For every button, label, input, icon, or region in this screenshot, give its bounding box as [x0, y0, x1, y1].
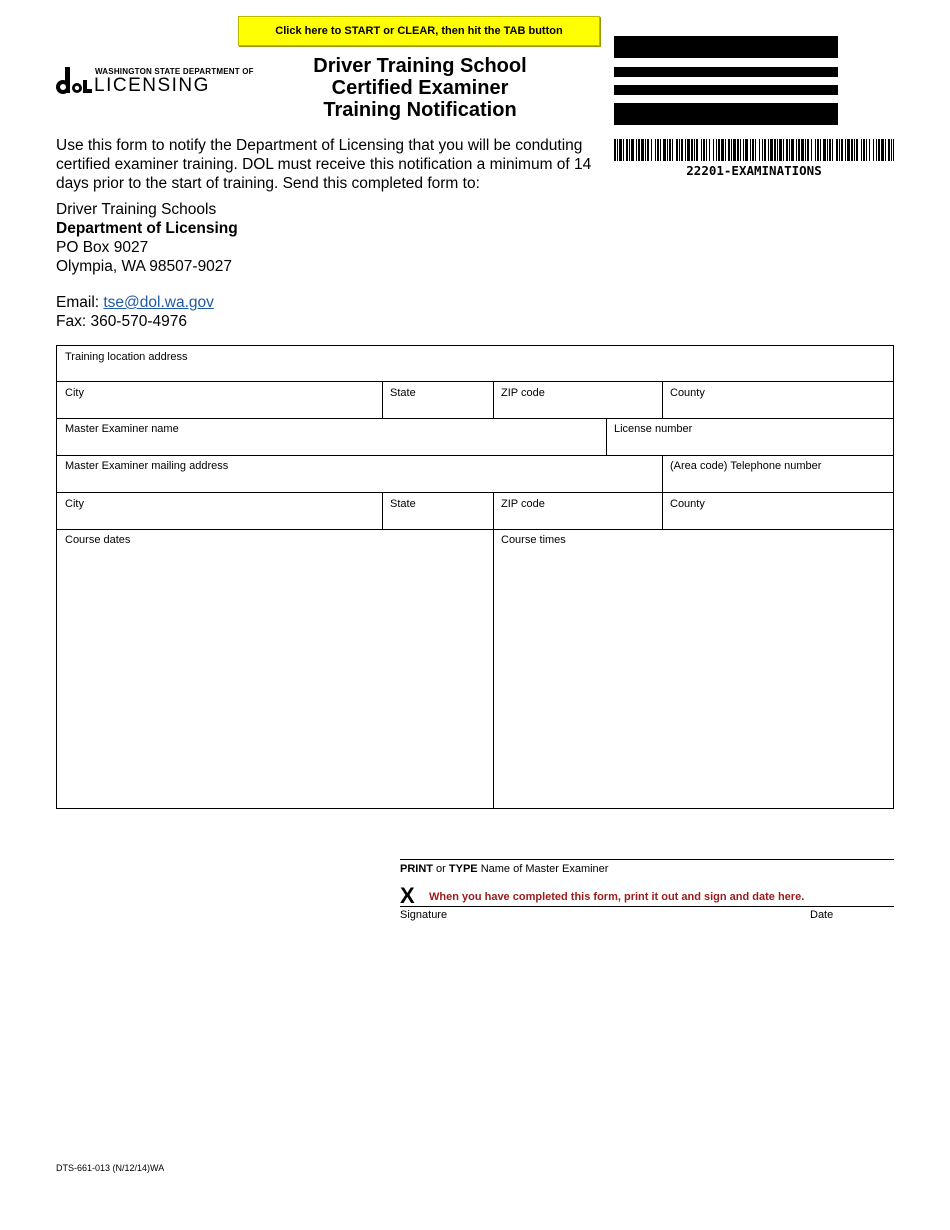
license-number-field[interactable]	[606, 418, 893, 455]
barcode-stripe	[891, 139, 892, 161]
barcode-stripe	[832, 139, 833, 161]
field-label: State	[390, 387, 416, 399]
barcode-stripe	[663, 139, 666, 161]
field-label: ZIP code	[501, 498, 545, 510]
logo-agency-line: WASHINGTON STATE DEPARTMENT OF	[95, 67, 254, 76]
barcode-stripe	[854, 139, 855, 161]
email-label: Email:	[56, 294, 104, 311]
barcode-stripe	[617, 139, 618, 161]
barcode-stripe	[805, 139, 806, 161]
field-label: County	[670, 498, 705, 510]
mailing-address-block	[56, 200, 238, 276]
redaction-bar	[614, 103, 838, 125]
barcode-stripe	[694, 139, 695, 161]
barcode-stripe	[725, 139, 726, 161]
barcode-stripe	[660, 139, 661, 161]
title-line-3: Training Notification	[323, 99, 517, 121]
print-name-line[interactable]	[400, 859, 894, 860]
barcode-stripe	[881, 139, 884, 161]
barcode-stripe	[777, 139, 778, 161]
date-label: Date	[810, 909, 834, 921]
barcode-stripe	[713, 139, 714, 161]
field-label: Training location address	[65, 351, 188, 363]
barcode-stripe	[733, 139, 736, 161]
logo-agency-name: LICENSING	[94, 75, 210, 96]
barcode-stripe	[636, 139, 637, 161]
barcode-stripe	[829, 139, 831, 161]
barcode-stripe	[703, 139, 705, 161]
barcode-stripe	[706, 139, 707, 161]
barcode-stripe	[669, 139, 671, 161]
dol-emblem-icon	[55, 63, 93, 97]
course-dates-field[interactable]	[57, 529, 493, 808]
email-link[interactable]: tse@dol.wa.gov	[103, 294, 214, 311]
contact-block	[56, 293, 214, 331]
signature-label: Signature	[400, 909, 448, 921]
field-label: City	[65, 387, 84, 399]
address-line: Driver Training Schools	[56, 201, 217, 218]
address-line: Department of Licensing	[56, 220, 238, 237]
barcode-stripe	[647, 139, 649, 161]
barcode-stripe	[851, 139, 853, 161]
title-line-1: Driver Training School	[313, 55, 527, 77]
signature-line[interactable]	[400, 906, 894, 907]
barcode-stripe	[845, 139, 846, 161]
barcode-stripe	[623, 139, 624, 161]
barcode-stripe	[619, 139, 622, 161]
barcode-stripe	[755, 139, 756, 161]
barcode-stripe	[817, 139, 819, 161]
barcode-stripe	[764, 139, 766, 161]
examiner-county-field[interactable]	[662, 492, 893, 529]
title-line-2: Certified Examiner	[331, 77, 509, 99]
barcode-stripe	[866, 139, 867, 161]
barcode	[614, 139, 894, 161]
address-line: Olympia, WA 98507-9027	[56, 258, 233, 275]
barcode-stripe	[823, 139, 826, 161]
redaction-bar	[614, 85, 838, 95]
barcode-stripe	[737, 139, 739, 161]
field-label: ZIP code	[501, 387, 545, 399]
training-state-field[interactable]	[382, 381, 493, 418]
x-mark-icon: X	[400, 883, 415, 908]
barcode-stripe	[728, 139, 730, 161]
barcode-stripe	[750, 139, 751, 161]
barcode-stripe	[801, 139, 804, 161]
form-number: DTS-661-013 (N/12/14)WA	[56, 1163, 165, 1173]
barcode-stripe	[815, 139, 816, 161]
barcode-stripe	[770, 139, 773, 161]
barcode-stripe	[709, 139, 710, 161]
field-label: County	[670, 387, 705, 399]
barcode-stripe	[893, 139, 894, 161]
telephone-field[interactable]	[662, 455, 893, 492]
barcode-stripe	[856, 139, 858, 161]
barcode-stripe	[839, 139, 840, 161]
barcode-stripe	[789, 139, 790, 161]
barcode-stripe	[752, 139, 754, 161]
mailing-address-field[interactable]	[57, 455, 662, 492]
training-form	[56, 345, 894, 809]
sign-instruction: When you have completed this form, print it out and sign and date here.	[429, 891, 805, 903]
barcode-stripe	[685, 139, 686, 161]
examiner-city-field[interactable]	[57, 492, 382, 529]
barcode-stripe	[774, 139, 776, 161]
barcode-stripe	[841, 139, 843, 161]
barcode-stripe	[820, 139, 821, 161]
barcode-stripe	[718, 139, 720, 161]
barcode-stripe	[701, 139, 702, 161]
field-label: Master Examiner mailing address	[65, 460, 229, 472]
barcode-stripe	[655, 139, 656, 161]
barcode-text: 22201-EXAMINATIONS	[686, 163, 822, 178]
barcode-stripe	[731, 139, 732, 161]
barcode-stripe	[681, 139, 683, 161]
barcode-stripe	[759, 139, 760, 161]
master-examiner-name-field[interactable]	[57, 418, 606, 455]
training-county-field[interactable]	[662, 381, 893, 418]
barcode-stripe	[676, 139, 678, 161]
course-times-field[interactable]	[493, 529, 893, 808]
barcode-stripe	[811, 139, 812, 161]
barcode-stripe	[863, 139, 865, 161]
barcode-stripe	[762, 139, 763, 161]
barcode-stripe	[626, 139, 628, 161]
barcode-stripe	[691, 139, 693, 161]
barcode-stripe	[745, 139, 748, 161]
barcode-stripe	[798, 139, 800, 161]
field-label: Master Examiner name	[65, 423, 179, 435]
barcode-stripe	[614, 139, 616, 161]
barcode-stripe	[836, 139, 838, 161]
barcode-stripe	[873, 139, 874, 161]
barcode-stripe	[638, 139, 640, 161]
training-city-field[interactable]	[57, 381, 382, 418]
field-label: Course times	[501, 534, 566, 546]
barcode-stripe	[791, 139, 794, 161]
barcode-stripe	[783, 139, 784, 161]
barcode-stripe	[651, 139, 652, 161]
barcode-stripe	[847, 139, 850, 161]
barcode-stripe	[885, 139, 886, 161]
barcode-stripe	[657, 139, 659, 161]
barcode-stripe	[827, 139, 828, 161]
barcode-stripe	[696, 139, 698, 161]
barcode-stripe	[796, 139, 797, 161]
barcode-stripe	[876, 139, 877, 161]
barcode-stripe	[679, 139, 680, 161]
barcode-stripe	[716, 139, 717, 161]
barcode-stripe	[768, 139, 769, 161]
field-label: Course dates	[65, 534, 131, 546]
training-location-field[interactable]	[57, 346, 893, 381]
barcode-stripe	[878, 139, 880, 161]
page-title	[270, 55, 570, 121]
barcode-stripe	[672, 139, 673, 161]
barcode-stripe	[641, 139, 644, 161]
start-clear-button[interactable]: Click here to START or CLEAR, then hit the TAB button	[238, 16, 600, 46]
dol-logo	[55, 60, 254, 100]
barcode-stripe	[667, 139, 668, 161]
field-label: State	[390, 498, 416, 510]
barcode-stripe	[869, 139, 870, 161]
barcode-stripe	[687, 139, 690, 161]
barcode-stripe	[786, 139, 788, 161]
training-zip-field[interactable]	[493, 381, 662, 418]
intro-text: Use this form to notify the Department of Licensing that you will be conduting certified examiner training. DOL must receive this notification a minimum of 14 days prior to the start of training. Send this completed form to:	[56, 137, 592, 192]
barcode-stripe	[743, 139, 744, 161]
barcode-stripe	[631, 139, 634, 161]
field-label: (Area code) Telephone number	[670, 460, 822, 472]
barcode-stripe	[645, 139, 646, 161]
redaction-bar	[614, 36, 838, 58]
barcode-stripe	[721, 139, 724, 161]
fax-number: Fax: 360-570-4976	[56, 313, 187, 330]
examiner-state-field[interactable]	[382, 492, 493, 529]
barcode-stripe	[629, 139, 630, 161]
field-label: License number	[614, 423, 693, 435]
barcode-stripe	[740, 139, 741, 161]
print-name-label: PRINT or TYPE Name of Master Examiner	[400, 863, 609, 875]
examiner-zip-field[interactable]	[493, 492, 662, 529]
barcode-stripe	[861, 139, 862, 161]
barcode-stripe	[888, 139, 890, 161]
barcode-stripe	[807, 139, 809, 161]
address-line: PO Box 9027	[56, 239, 149, 256]
redaction-bar	[614, 67, 838, 77]
field-label: City	[65, 498, 84, 510]
barcode-stripe	[779, 139, 782, 161]
